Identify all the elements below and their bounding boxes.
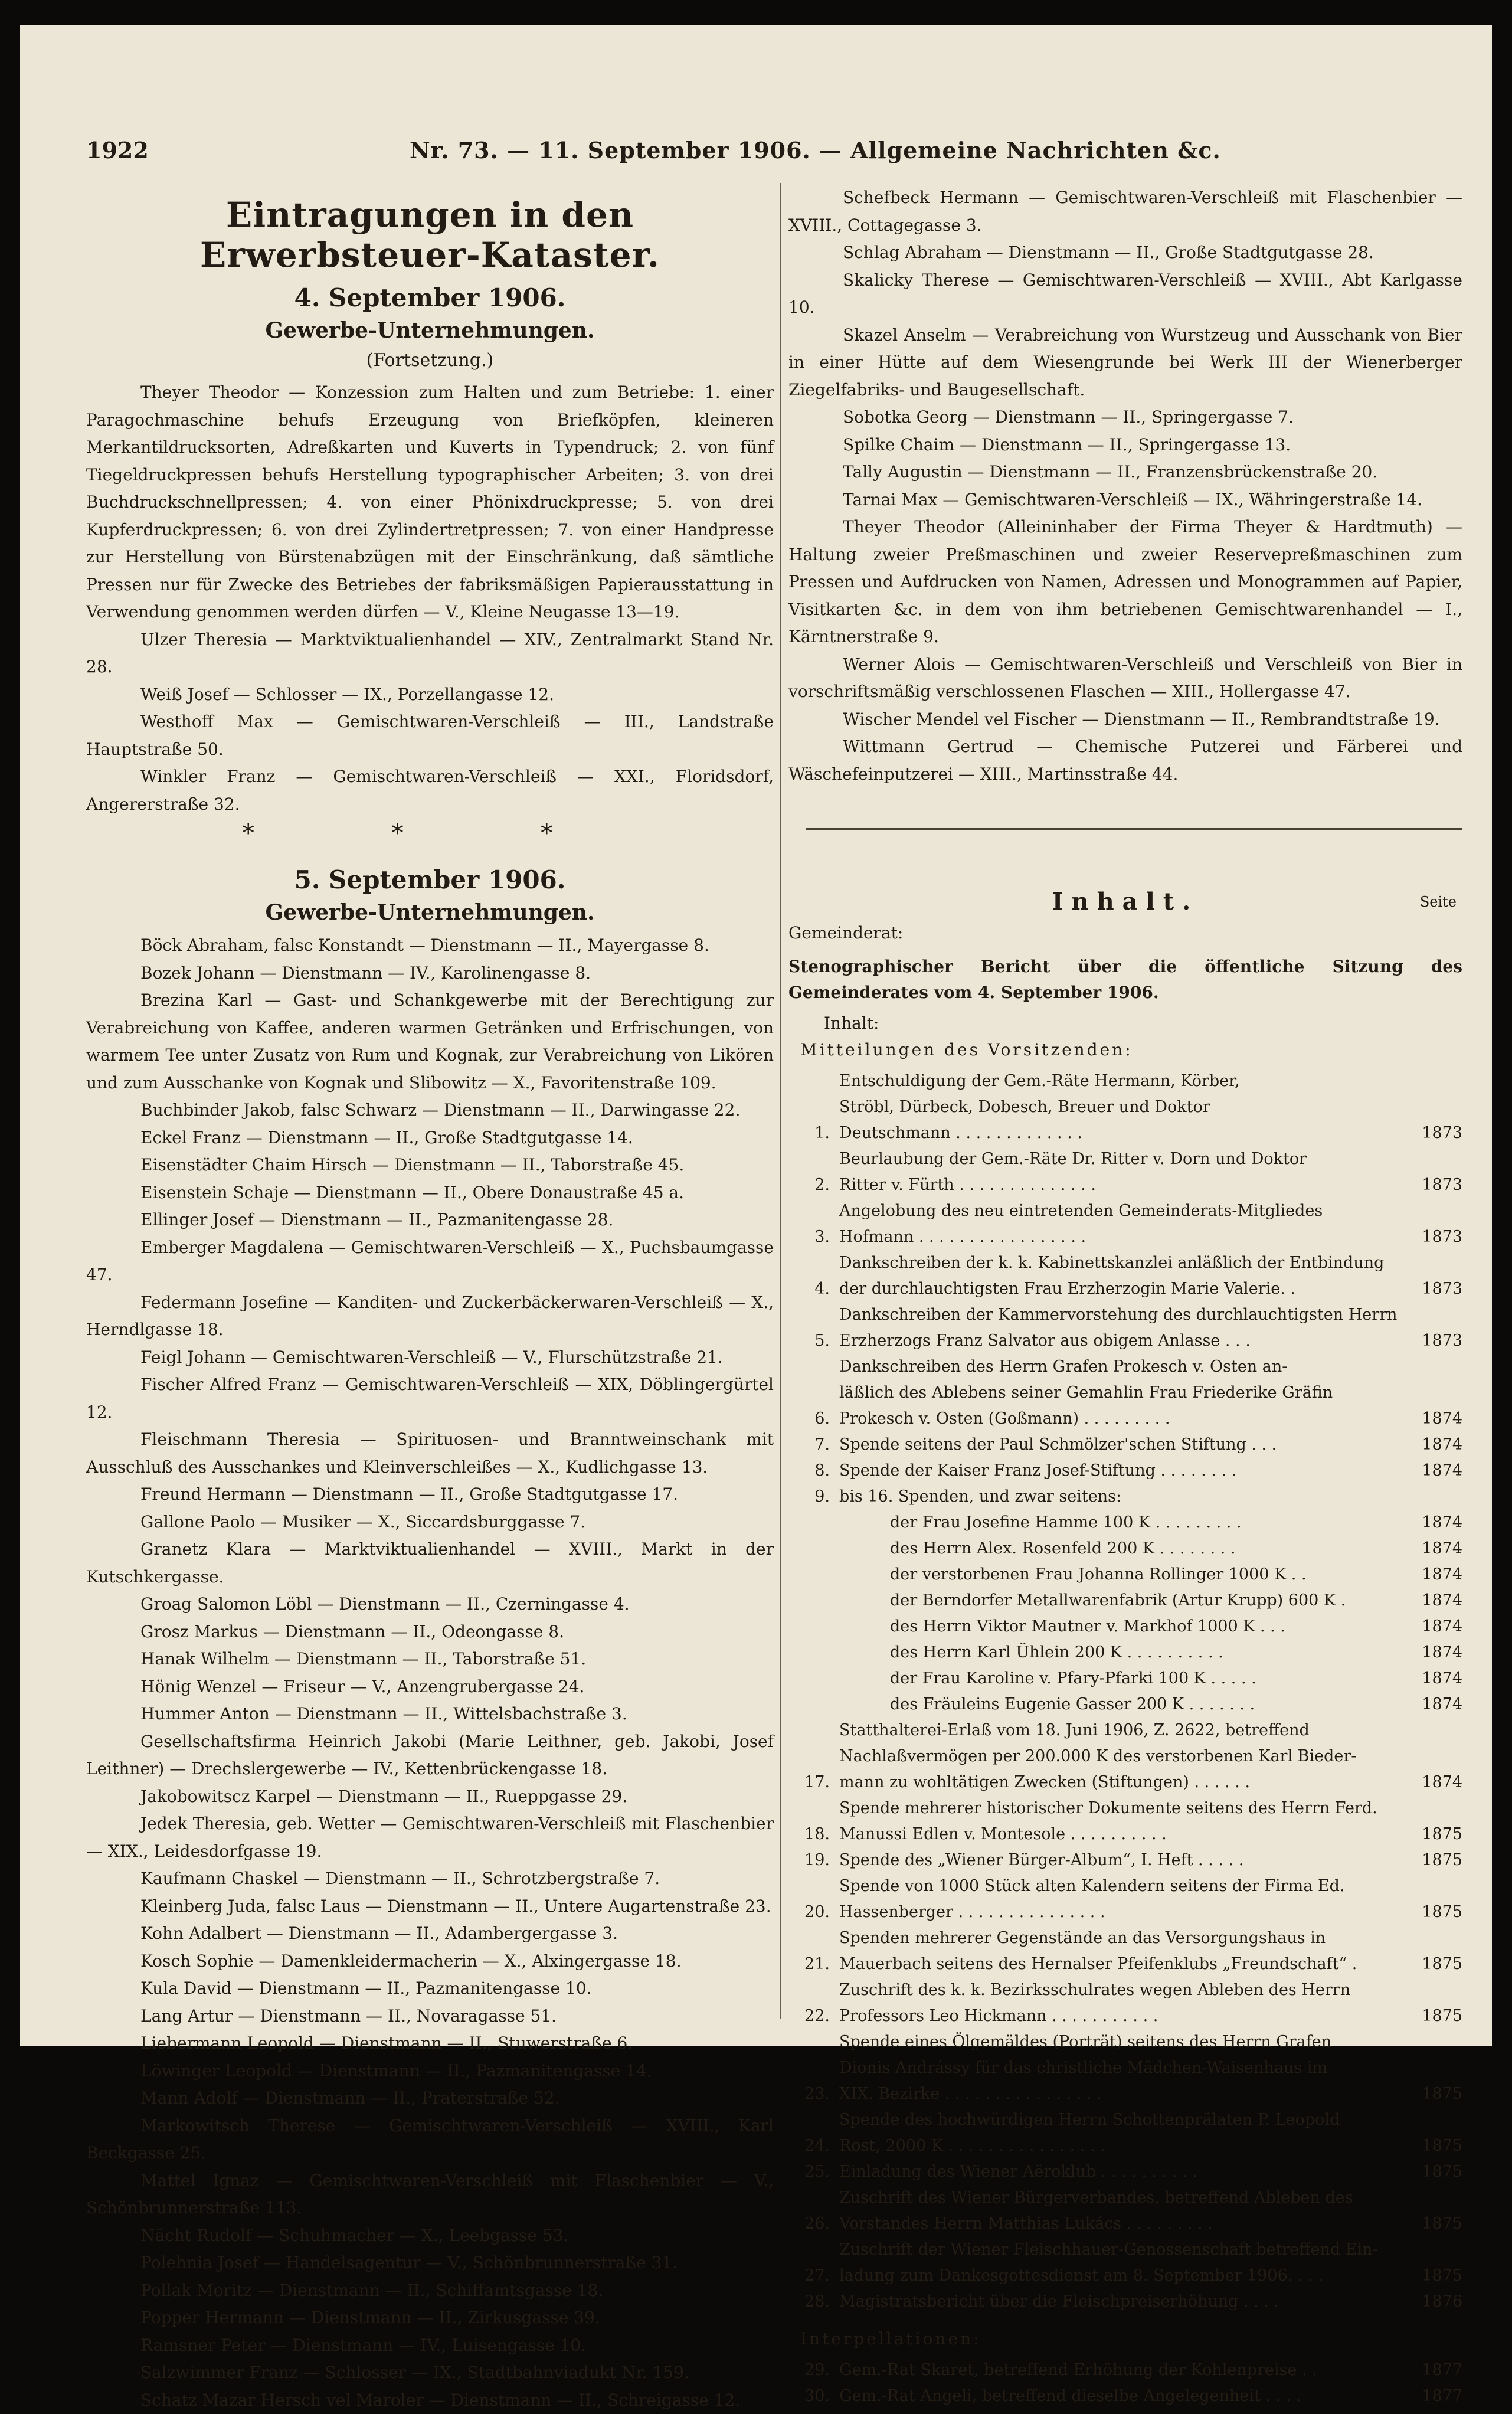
toc-item-number: 29. <box>788 2357 839 2383</box>
register-entry: Fischer Alfred Franz — Gemischtwaren-Verschleiß — XIX, Döblingergürtel 12. <box>86 1371 774 1426</box>
toc-item-line: Spenden mehrerer Gegenstände an das Versorgungshaus in <box>839 1925 1416 1951</box>
register-entry: Werner Alois — Gemischtwaren-Verschleiß und Verschleiß von Bier in vorschriftsmäßig verschlossenen Flaschen — XIII., Hollergasse 47. <box>788 651 1462 706</box>
register-entry: Böck Abraham, falsc Konstandt — Dienstmann — II., Mayergasse 8. <box>86 932 774 960</box>
toc-item-line: des Herrn Alex. Rosenfeld 200 K . . . . . . . . <box>890 1536 1416 1562</box>
toc-item <box>788 1458 1462 1484</box>
register-entry: Skalicky Therese — Gemischtwaren-Verschleiß — XVIII., Abt Karlgasse 10. <box>788 267 1462 322</box>
toc-item-number: 7. <box>788 1432 839 1458</box>
toc-item-text <box>839 1198 1416 1250</box>
toc-item <box>788 1432 1462 1458</box>
register-entry: Skazel Anselm — Verabreichung von Wurstzeug und Ausschank von Bier in einer Hütte auf dem Wiesengrunde bei Werk III der Wienerberger Ziegelfabriks- und Baugesellschaft. <box>788 322 1462 404</box>
toc-item-number: 19. <box>788 1847 839 1873</box>
toc-item-number: 27. <box>788 2263 839 2289</box>
toc-item <box>788 2185 1462 2237</box>
toc-item <box>788 1250 1462 1302</box>
register-entry: Hanak Wilhelm — Dienstmann — II., Taborstraße 51. <box>86 1646 774 1673</box>
toc-item-text <box>839 1795 1416 1847</box>
toc-item <box>788 2289 1462 2315</box>
toc-item-line: Deutschmann . . . . . . . . . . . . . <box>839 1120 1416 1146</box>
register-entry: Lang Artur — Dienstmann — II., Novaragasse 51. <box>86 2003 774 2030</box>
toc-item-line: Ströbl, Dürbeck, Dobesch, Breuer und Doktor <box>839 1094 1416 1120</box>
section2-date: 5. September 1906. <box>86 865 774 894</box>
register-entry: Mattel Ignaz — Gemischtwaren-Verschleiß mit Flaschenbier — V., Schönbrunnerstraße 113. <box>86 2167 774 2222</box>
register-entry: Wittmann Gertrud — Chemische Putzerei und Färberei und Wäschefeinputzerei — XIII., Martinsstraße 44. <box>788 733 1462 788</box>
toc-item-text <box>839 1146 1416 1198</box>
toc-item-text <box>839 2107 1416 2159</box>
toc-item <box>788 1484 1462 1510</box>
toc-item <box>788 2107 1462 2159</box>
toc-item <box>788 1198 1462 1250</box>
toc-item-page: 1873 <box>1416 1120 1462 1146</box>
continued-entries <box>788 184 1462 788</box>
toc-item-line: Gem.-Rat Skaret, betreffend Erhöhung der Kohlenpreise . . <box>839 2357 1416 2383</box>
toc-item-line: Erzherzogs Franz Salvator aus obigem Anlasse . . . <box>839 1328 1416 1354</box>
right-column <box>788 184 1462 2026</box>
section2-entries <box>86 932 774 2414</box>
register-entry: Freund Hermann — Dienstmann — II., Große Stadtgutgasse 17. <box>86 1481 774 1509</box>
toc-item-page: 1877 <box>1416 2357 1462 2383</box>
section1-entries <box>86 379 774 818</box>
toc-item-number: 22. <box>788 2003 839 2029</box>
toc-item <box>788 1873 1462 1925</box>
toc-item-page: 1874 <box>1416 1406 1462 1432</box>
toc-item-line: der Frau Karoline v. Pfary-Pfarki 100 K . . . . . <box>890 1666 1416 1692</box>
toc-item-text <box>839 2289 1416 2315</box>
toc-item-page: 1875 <box>1416 2133 1462 2159</box>
register-entry: Bozek Johann — Dienstmann — IV., Karolinengasse 8. <box>86 960 774 987</box>
toc-item-text <box>839 1432 1416 1458</box>
register-entry: Feigl Johann — Gemischtwaren-Verschleiß — V., Flurschützstraße 21. <box>86 1344 774 1372</box>
toc-item-number: 28. <box>788 2289 839 2315</box>
toc-item-line: der verstorbenen Frau Johanna Rollinger 1000 K . . <box>890 1562 1416 1588</box>
toc-item-number: 2. <box>788 1172 839 1198</box>
toc-header <box>788 884 1462 920</box>
toc-item <box>788 2357 1462 2383</box>
toc-item <box>788 1692 1462 1718</box>
toc-item-line: Vorstandes Herrn Matthias Lukács . . . . . . . . . <box>839 2211 1416 2237</box>
toc-item-line: Magistratsbericht über die Fleischpreiserhöhung . . . . <box>839 2289 1416 2315</box>
toc-item <box>788 1847 1462 1873</box>
toc-item-line: Zuschrift der Wiener Fleischhauer-Genossenschaft betreffend Ein- <box>839 2237 1416 2263</box>
toc-item-line: XIX. Bezirke . . . . . . . . . . . . . . . . <box>839 2081 1416 2107</box>
toc-item-page: 1873 <box>1416 1276 1462 1302</box>
toc-item-page: 1875 <box>1416 1821 1462 1847</box>
toc-item-line: Beurlaubung der Gem.-Räte Dr. Ritter v. Dorn und Doktor <box>839 1146 1416 1172</box>
section-separator-stars: * * * <box>86 822 774 845</box>
toc-item-page: 1875 <box>1416 2081 1462 2107</box>
toc-item-text <box>839 1588 1416 1614</box>
left-column <box>86 184 774 2026</box>
toc-item <box>788 1795 1462 1847</box>
register-entry: Grosz Markus — Dienstmann — II., Odeongasse 8. <box>86 1618 774 1646</box>
toc-item-text <box>839 1250 1416 1302</box>
toc-item-text <box>839 2383 1416 2409</box>
toc-item-line: Ritter v. Fürth . . . . . . . . . . . . . . <box>839 1172 1416 1198</box>
toc-item <box>788 2383 1462 2409</box>
toc-item-page: 1874 <box>1416 1640 1462 1666</box>
section2-subtitle: Gewerbe-Unternehmungen. <box>86 900 774 925</box>
toc-item-line: des Herrn Karl Ühlein 200 K . . . . . . . . . . <box>890 1640 1416 1666</box>
register-entry: Tally Augustin — Dienstmann — II., Franzensbrückenstraße 20. <box>788 459 1462 486</box>
toc-item-page: 1874 <box>1416 1692 1462 1718</box>
toc-item-page: 1875 <box>1416 1899 1462 1925</box>
toc-item-line: der durchlauchtigsten Frau Erzherzogin Marie Valerie. . <box>839 1276 1416 1302</box>
register-entry: Jedek Theresia, geb. Wetter — Gemischtwaren-Verschleiß mit Flaschenbier — XIX., Leidesdorfgasse 19. <box>86 1810 774 1865</box>
register-entry: Nächt Rudolf — Schuhmacher — X., Leebgasse 53. <box>86 2222 774 2250</box>
toc-item-line: Zuschrift des Wiener Bürgerverbandes, betreffend Ableben des <box>839 2185 1416 2211</box>
register-entry: Kaufmann Chaskel — Dienstmann — II., Schrotzbergstraße 7. <box>86 1865 774 1893</box>
register-entry: Mann Adolf — Dienstmann — II., Praterstraße 52. <box>86 2085 774 2112</box>
toc-item <box>788 1977 1462 2029</box>
main-title: Eintragungen in den Erwerbsteuer-Kataster. <box>86 195 774 275</box>
toc-item-number: 26. <box>788 2211 839 2237</box>
toc-item <box>788 1640 1462 1666</box>
toc-item-line: Professors Leo Hickmann . . . . . . . . . . . <box>839 2003 1416 2029</box>
toc-item-number: 4. <box>788 1276 839 1302</box>
toc-item-number: 17. <box>788 1769 839 1795</box>
toc-item <box>788 1302 1462 1354</box>
toc-item <box>788 1510 1462 1536</box>
toc-item-line: Nachlaßvermögen per 200.000 K des verstorbenen Karl Bieder- <box>839 1744 1416 1769</box>
register-entry: Kohn Adalbert — Dienstmann — II., Adambergergasse 3. <box>86 1920 774 1948</box>
toc-item-line: Gem.-Rat Angeli, betreffend dieselbe Angelegenheit . . . . <box>839 2383 1416 2409</box>
running-title: Nr. 73. — 11. September 1906. — Allgemeine Nachrichten &c. <box>410 137 1221 163</box>
toc-item-line: Dionis Andrássy für das christliche Mädchen-Waisenhaus im <box>839 2055 1416 2081</box>
toc-seite-label: Seite <box>1420 894 1457 910</box>
register-entry: Pollak Moritz — Dienstmann — II., Schiffamtsgasse 18. <box>86 2277 774 2305</box>
toc-subheading-interpellationen: Interpellationen: <box>800 2325 1462 2353</box>
toc-item-text <box>839 2159 1416 2185</box>
toc-item-line: Spende seitens der Paul Schmölzer'schen Stiftung . . . <box>839 1432 1416 1458</box>
toc-item-line: mann zu wohltätigen Zwecken (Stiftungen) . . . . . . <box>839 1769 1416 1795</box>
toc-item <box>788 2029 1462 2107</box>
toc-item-page: 1874 <box>1416 1562 1462 1588</box>
toc-item-number: 25. <box>788 2159 839 2185</box>
toc-item <box>788 1588 1462 1614</box>
register-entry: Emberger Magdalena — Gemischtwaren-Verschleiß — X., Puchsbaumgasse 47. <box>86 1234 774 1289</box>
page-number: 1922 <box>86 137 149 163</box>
register-entry: Fleischmann Theresia — Spirituosen- und Branntweinschank mit Ausschluß des Ausschankes und Kleinverschleißes — X., Kudlichgasse 13. <box>86 1426 774 1481</box>
register-entry: Liebermann Leopold — Dienstmann — II., Stuwerstraße 6. <box>86 2030 774 2058</box>
register-entry: Theyer Theodor (Alleininhaber der Firma Theyer & Hardtmuth) — Haltung zweier Preßmaschinen und zweier Reservepreßmaschinen zum Pressen und Aufdrucken von Namen, Adressen und Monogrammen auf Papier, Visitkarten &c. in dem von ihm betriebenen Gemischtwarenhandel — I., Kärntnerstraße 9. <box>788 513 1462 651</box>
toc-item <box>788 1718 1462 1795</box>
toc-item-line: läßlich des Ablebens seiner Gemahlin Frau Friederike Gräfin <box>839 1380 1416 1406</box>
toc-item-text <box>839 1873 1416 1925</box>
register-entry: Sobotka Georg — Dienstmann — II., Springergasse 7. <box>788 404 1462 431</box>
register-entry: Ramsner Peter — Dienstmann — IV., Luisengasse 10. <box>86 2332 774 2360</box>
register-entry: Gallone Paolo — Musiker — X., Siccardsburggasse 7. <box>86 1509 774 1536</box>
toc-item-number: 30. <box>788 2383 839 2409</box>
register-entry: Markowitsch Therese — Gemischtwaren-Verschleiß — XVIII., Karl Beckgasse 25. <box>86 2112 774 2167</box>
toc-items <box>788 1068 1462 2315</box>
section1-subtitle: Gewerbe-Unternehmungen. <box>86 318 774 343</box>
toc-item <box>788 2237 1462 2289</box>
toc-item-text <box>839 1458 1416 1484</box>
toc-item-line: Spende des hochwürdigen Herrn Schottenprälaten P. Leopold <box>839 2107 1416 2133</box>
section1-note: (Fortsetzung.) <box>86 350 774 371</box>
register-entry: Brezina Karl — Gast- und Schankgewerbe mit der Berechtigung zur Verabreichung von Kaffee, anderen warmen Getränken und Erfrischungen, von warmem Tee unter Zusatz von Rum und Kognak, zur Verabreichung von Likören und zum Ausschanke von Kognak und Slibowitz — X., Favoritenstraße 109. <box>86 987 774 1097</box>
toc-item-number: 18. <box>788 1821 839 1847</box>
toc-inhalt-label: Inhalt: <box>824 1010 1462 1036</box>
register-entry: Weiß Josef — Schlosser — IX., Porzellangasse 12. <box>86 681 774 709</box>
toc-item-text <box>839 2237 1416 2289</box>
toc-item <box>788 1536 1462 1562</box>
toc-item <box>788 1146 1462 1198</box>
toc-item <box>788 2159 1462 2185</box>
toc-item-line: Spende eines Ölgemäldes (Porträt) seitens des Herrn Grafen <box>839 2029 1416 2055</box>
toc-item-text <box>839 1977 1416 2029</box>
toc-item-text <box>839 2185 1416 2237</box>
toc-item <box>788 1562 1462 1588</box>
toc-item-line: des Fräuleins Eugenie Gasser 200 K . . . . . . . <box>890 1692 1416 1718</box>
toc-item-text <box>839 1614 1416 1640</box>
toc-item-line: Statthalterei-Erlaß vom 18. Juni 1906, Z. 2622, betreffend <box>839 1718 1416 1744</box>
register-entry: Schlag Abraham — Dienstmann — II., Große Stadtgutgasse 28. <box>788 239 1462 267</box>
horizontal-rule <box>806 828 1462 830</box>
register-entry: Eisenstein Schaje — Dienstmann — II., Obere Donaustraße 45 a. <box>86 1179 774 1207</box>
toc-item-line: Mauerbach seitens des Hernalser Pfeifenklubs „Freundschaft“ . <box>839 1951 1416 1977</box>
toc-item-page: 1874 <box>1416 1432 1462 1458</box>
register-entry: Salzwimmer Franz — Schlosser — IX., Stadtbahnviadukt Nr. 159. <box>86 2359 774 2387</box>
toc-item <box>788 1614 1462 1640</box>
toc-item <box>788 1068 1462 1146</box>
toc-item <box>788 1354 1462 1432</box>
toc-item-text <box>839 1562 1416 1588</box>
toc-item-page: 1874 <box>1416 1588 1462 1614</box>
toc-item-line: Einladung des Wiener Aëroklub . . . . . . . . . . <box>839 2159 1416 2185</box>
register-entry: Ulzer Theresia — Marktviktualienhandel — XIV., Zentralmarkt Stand Nr. 28. <box>86 626 774 681</box>
toc-item-page: 1875 <box>1416 2263 1462 2289</box>
register-entry: Theyer Theodor — Konzession zum Halten und zum Betriebe: 1. einer Paragochmaschine behufs Erzeugung von Briefköpfen, kleineren Merkantildrucksorten, Adreßkarten und Kuverts in Typendruck; 2. von fünf Tiegeldruckpressen behufs Herstellung typographischer Arbeiten; 3. von drei Buchdruckschnellpressen; 4. von einer Phönixdruckpresse; 5. von drei Kupferdruckpressen; 6. von drei Zylindertretpressen; 7. von einer Handpresse zur Herstellung von Bürstenabzügen mit der Einschränkung, daß sämtliche Pressen nur für Zwecke des Betriebes der fabriksmäßigen Papierausstattung in Verwendung genommen werden dürfen — V., Kleine Neugasse 13—19. <box>86 379 774 626</box>
register-entry: Buchbinder Jakob, falsc Schwarz — Dienstmann — II., Darwingasse 22. <box>86 1097 774 1124</box>
register-entry: Löwinger Leopold — Dienstmann — II., Pazmanitengasse 14. <box>86 2058 774 2085</box>
toc-item-text <box>839 2029 1416 2107</box>
toc-item-page: 1875 <box>1416 1847 1462 1873</box>
toc-item-page: 1875 <box>1416 1951 1462 1977</box>
toc-item-page: 1873 <box>1416 1172 1462 1198</box>
toc-item-line: der Frau Josefine Hamme 100 K . . . . . . . . . <box>890 1510 1416 1536</box>
register-entry: Kula David — Dienstmann — II., Pazmanitengasse 10. <box>86 1975 774 2003</box>
toc-item-number: 9. <box>788 1484 839 1510</box>
register-entry: Eisenstädter Chaim Hirsch — Dienstmann — II., Taborstraße 45. <box>86 1152 774 1179</box>
register-entry: Spilke Chaim — Dienstmann — II., Springergasse 13. <box>788 431 1462 459</box>
register-entry: Eckel Franz — Dienstmann — II., Große Stadtgutgasse 14. <box>86 1124 774 1152</box>
toc-item-text <box>839 1666 1416 1692</box>
toc-item-number: 23. <box>788 2081 839 2107</box>
toc-item-page: 1875 <box>1416 2211 1462 2237</box>
toc-item-text <box>839 1068 1416 1146</box>
toc-item-text <box>839 1847 1416 1873</box>
toc-item-text <box>839 1640 1416 1666</box>
toc-item-page: 1874 <box>1416 1614 1462 1640</box>
toc-item-line: Hofmann . . . . . . . . . . . . . . . . . <box>839 1224 1416 1250</box>
toc-item <box>788 1925 1462 1977</box>
toc-item-line: des Herrn Viktor Mautner v. Markhof 1000 K . . . <box>890 1614 1416 1640</box>
toc-item-line: Manussi Edlen v. Montesole . . . . . . . . . . <box>839 1821 1416 1847</box>
toc-item-text <box>839 1484 1416 1510</box>
toc-item-page: 1874 <box>1416 1458 1462 1484</box>
toc-item-page: 1875 <box>1416 2003 1462 2029</box>
toc-item-page: 1874 <box>1416 1666 1462 1692</box>
toc-item-page: 1874 <box>1416 1769 1462 1795</box>
register-entry: Gesellschaftsfirma Heinrich Jakobi (Marie Leithner, geb. Jakobi, Josef Leithner) — Drechslergewerbe — IV., Kettenbrückengasse 18. <box>86 1728 774 1783</box>
register-entry: Granetz Klara — Marktviktualienhandel — XVIII., Markt in der Kutschkergasse. <box>86 1536 774 1591</box>
toc-item-line: Dankschreiben der k. k. Kabinettskanzlei anläßlich der Entbindung <box>839 1250 1416 1276</box>
toc-item-line: Spende der Kaiser Franz Josef-Stiftung . . . . . . . . <box>839 1458 1416 1484</box>
toc-item-line: Entschuldigung der Gem.-Räte Hermann, Körber, <box>839 1068 1416 1094</box>
toc-section-label: Gemeinderat: <box>788 920 1462 947</box>
toc-subheading-mitteilungen: Mitteilungen des Vorsitzenden: <box>800 1036 1462 1064</box>
toc-item-text <box>839 1692 1416 1718</box>
toc-item-line: bis 16. Spenden, und zwar seitens: <box>839 1484 1416 1510</box>
register-entry: Groag Salomon Löbl — Dienstmann — II., Czerningasse 4. <box>86 1591 774 1618</box>
register-entry: Schatz Mazar Hersch vel Maroler — Dienstmann — II., Schreigasse 12. <box>86 2387 774 2414</box>
toc-item-page: 1874 <box>1416 1536 1462 1562</box>
toc-item-line: Hassenberger . . . . . . . . . . . . . . . <box>839 1899 1416 1925</box>
toc-report-title: Stenographischer Bericht über die öffentliche Sitzung des Gemeinderates vom 4. September 1906. <box>788 954 1462 1006</box>
register-entry: Hummer Anton — Dienstmann — II., Wittelsbachstraße 3. <box>86 1700 774 1728</box>
toc-item-line: Rost, 2000 K . . . . . . . . . . . . . . . . <box>839 2133 1416 2159</box>
toc-item-line: Zuschrift des k. k. Bezirksschulrates wegen Ableben des Herrn <box>839 1977 1416 2003</box>
register-entry: Westhoff Max — Gemischtwaren-Verschleiß — III., Landstraße Hauptstraße 50. <box>86 708 774 763</box>
register-entry: Tarnai Max — Gemischtwaren-Verschleiß — IX., Währingerstraße 14. <box>788 486 1462 514</box>
toc-item-page: 1877 <box>1416 2383 1462 2409</box>
toc-item-number: 24. <box>788 2133 839 2159</box>
toc-item-number: 8. <box>788 1458 839 1484</box>
section1-date: 4. September 1906. <box>86 283 774 312</box>
toc-item-text <box>839 2357 1416 2383</box>
toc-item <box>788 1666 1462 1692</box>
toc-item-page: 1874 <box>1416 1510 1462 1536</box>
register-entry: Ellinger Josef — Dienstmann — II., Pazmanitengasse 28. <box>86 1206 774 1234</box>
register-entry: Jakobowitscz Karpel — Dienstmann — II., Rueppgasse 29. <box>86 1783 774 1811</box>
toc-item-page: 1875 <box>1416 2159 1462 2185</box>
column-divider <box>780 183 781 2019</box>
toc-item-number: 3. <box>788 1224 839 1250</box>
toc-item-line: Prokesch v. Osten (Goßmann) . . . . . . . . . <box>839 1406 1416 1432</box>
toc-item-number: 20. <box>788 1899 839 1925</box>
register-entry: Winkler Franz — Gemischtwaren-Verschleiß — XXI., Floridsdorf, Angererstraße 32. <box>86 763 774 818</box>
register-entry: Hönig Wenzel — Friseur — V., Anzengrubergasse 24. <box>86 1673 774 1701</box>
toc-item-line: Dankschreiben der Kammervorstehung des durchlauchtigsten Herrn <box>839 1302 1416 1328</box>
toc-item-text <box>839 1536 1416 1562</box>
toc-item-line: Spende des „Wiener Bürger-Album“, I. Heft . . . . . <box>839 1847 1416 1873</box>
newspaper-page <box>20 25 1492 2046</box>
toc-item-number: 1. <box>788 1120 839 1146</box>
toc-item-line: Spende von 1000 Stück alten Kalendern seitens der Firma Ed. <box>839 1873 1416 1899</box>
toc-item-number: 5. <box>788 1328 839 1354</box>
toc-item-text <box>839 1718 1416 1795</box>
toc-item-line: der Berndorfer Metallwarenfabrik (Artur Krupp) 600 K . <box>890 1588 1416 1614</box>
toc-item-text <box>839 1925 1416 1977</box>
toc-item-number: 21. <box>788 1951 839 1977</box>
toc-title: Inhalt. <box>788 884 1462 920</box>
toc-item-line: Dankschreiben des Herrn Grafen Prokesch v. Osten an- <box>839 1354 1416 1380</box>
register-entry: Popper Hermann — Dienstmann — II., Zirkusgasse 39. <box>86 2304 774 2332</box>
toc-item-line: ladung zum Dankesgottesdienst am 8. September 1906. . . . <box>839 2263 1416 2289</box>
toc-item-page: 1876 <box>1416 2289 1462 2315</box>
toc-item-page: 1873 <box>1416 1224 1462 1250</box>
toc-item-text <box>839 1354 1416 1432</box>
toc-item-page: 1873 <box>1416 1328 1462 1354</box>
register-entry: Wischer Mendel vel Fischer — Dienstmann — II., Rembrandtstraße 19. <box>788 706 1462 734</box>
register-entry: Kosch Sophie — Damenkleidermacherin — X., Alxingergasse 18. <box>86 1948 774 1975</box>
toc-item-text <box>839 1510 1416 1536</box>
toc-item-line: Angelobung des neu eintretenden Gemeinderats-Mitgliedes <box>839 1198 1416 1224</box>
register-entry: Schefbeck Hermann — Gemischtwaren-Verschleiß mit Flaschenbier — XVIII., Cottagegasse 3. <box>788 184 1462 239</box>
register-entry: Kleinberg Juda, falsc Laus — Dienstmann — II., Untere Augartenstraße 23. <box>86 1893 774 1921</box>
toc-item-text <box>839 1302 1416 1354</box>
toc-item-line: Spende mehrerer historischer Dokumente seitens des Herrn Ferd. <box>839 1795 1416 1821</box>
toc-items-interpellationen <box>788 2357 1462 2409</box>
register-entry: Federmann Josefine — Kanditen- und Zuckerbäckerwaren-Verschleiß — X., Herndlgasse 18. <box>86 1289 774 1344</box>
toc-item-number: 6. <box>788 1406 839 1432</box>
register-entry: Polehnia Josef — Handelsagentur — V., Schönbrunnerstraße 31. <box>86 2249 774 2277</box>
